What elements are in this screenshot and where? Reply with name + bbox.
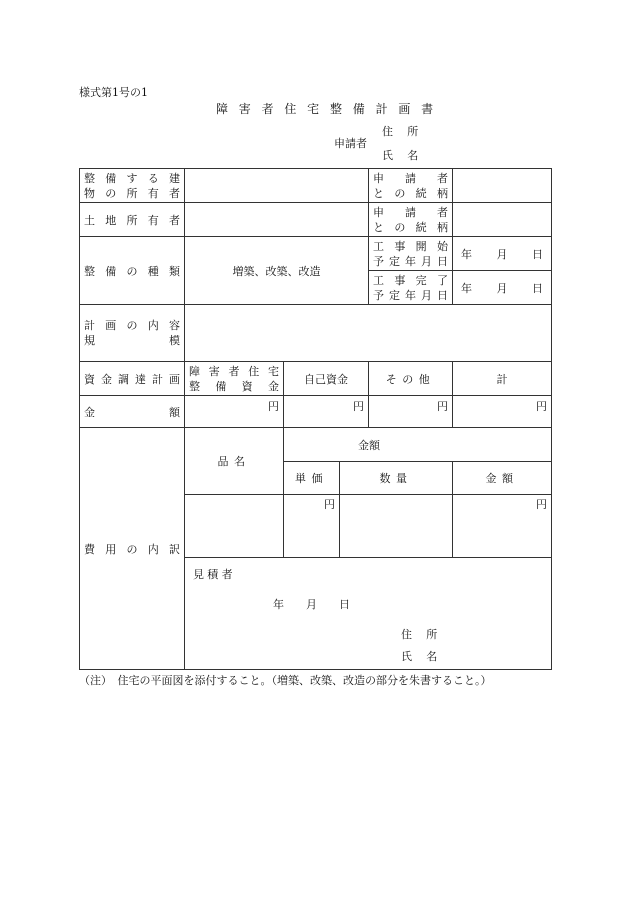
fund-disability-amount[interactable]: 円	[185, 396, 284, 428]
end-date-label: 工事完了 予定年月日	[369, 271, 453, 305]
land-owner-field[interactable]	[185, 203, 369, 237]
item-name-header: 品名	[185, 428, 284, 495]
start-date-label: 工事開始 予定年月日	[369, 237, 453, 271]
estimator-address-label: 住所	[401, 628, 452, 641]
owner-relation-field[interactable]	[453, 169, 552, 203]
estimator-name-label: 氏名	[401, 650, 452, 663]
owner-field[interactable]	[185, 169, 369, 203]
owner-label: 整備する建 物の所有者	[80, 169, 185, 203]
estimator-block	[185, 558, 552, 670]
item-name-field[interactable]	[185, 495, 284, 558]
land-relation-label: 申請者 との続柄	[369, 203, 453, 237]
form-number: 様式第1号の1	[79, 86, 148, 99]
applicant-label: 申請者	[334, 137, 367, 150]
amount-sub-header: 金額	[453, 462, 552, 495]
estimator-label: 見積者	[193, 568, 236, 581]
footnote: （注） 住宅の平面図を添付すること。（増築、改築、改造の部分を朱書すること。）	[79, 674, 492, 687]
relation-label: 申請者 との続柄	[369, 169, 453, 203]
plan-field[interactable]	[185, 305, 552, 362]
start-date-field[interactable]: 年 月 日	[453, 237, 552, 271]
fund-col-own-header: 自己資金	[284, 362, 369, 396]
fund-total-amount[interactable]: 円	[453, 396, 552, 428]
funding-label: 資金調達計画	[80, 362, 185, 396]
amount-header: 金額	[284, 428, 552, 462]
fund-own-amount[interactable]: 円	[284, 396, 369, 428]
work-type-value: 増築、改築、改造	[185, 237, 369, 305]
unit-price-header: 単価	[284, 462, 340, 495]
fund-col-other-header: その他	[369, 362, 453, 396]
estimator-date: 年 月 日	[273, 598, 350, 611]
end-date-field[interactable]: 年 月 日	[453, 271, 552, 305]
quantity-field[interactable]	[340, 495, 453, 558]
cost-breakdown-label: 費用の内訳	[80, 428, 185, 670]
land-owner-label: 土地所有者	[80, 203, 185, 237]
plan-label: 計画の内容 規模	[80, 305, 185, 362]
land-relation-field[interactable]	[453, 203, 552, 237]
amount-label: 金額	[80, 396, 185, 428]
application-form-table	[79, 168, 552, 670]
fund-col-total-header: 計	[453, 362, 552, 396]
work-type-label: 整備の種類	[80, 237, 185, 305]
quantity-header: 数量	[340, 462, 453, 495]
document-title: 障害者住宅整備計画書	[215, 102, 444, 116]
fund-other-amount[interactable]: 円	[369, 396, 453, 428]
applicant-name-label: 氏名	[382, 149, 433, 162]
unit-price-field[interactable]: 円	[284, 495, 340, 558]
applicant-address-label: 住所	[382, 125, 433, 138]
amount-field[interactable]: 円	[453, 495, 552, 558]
fund-col-disability-header: 障害者住宅 整備資金	[185, 362, 284, 396]
